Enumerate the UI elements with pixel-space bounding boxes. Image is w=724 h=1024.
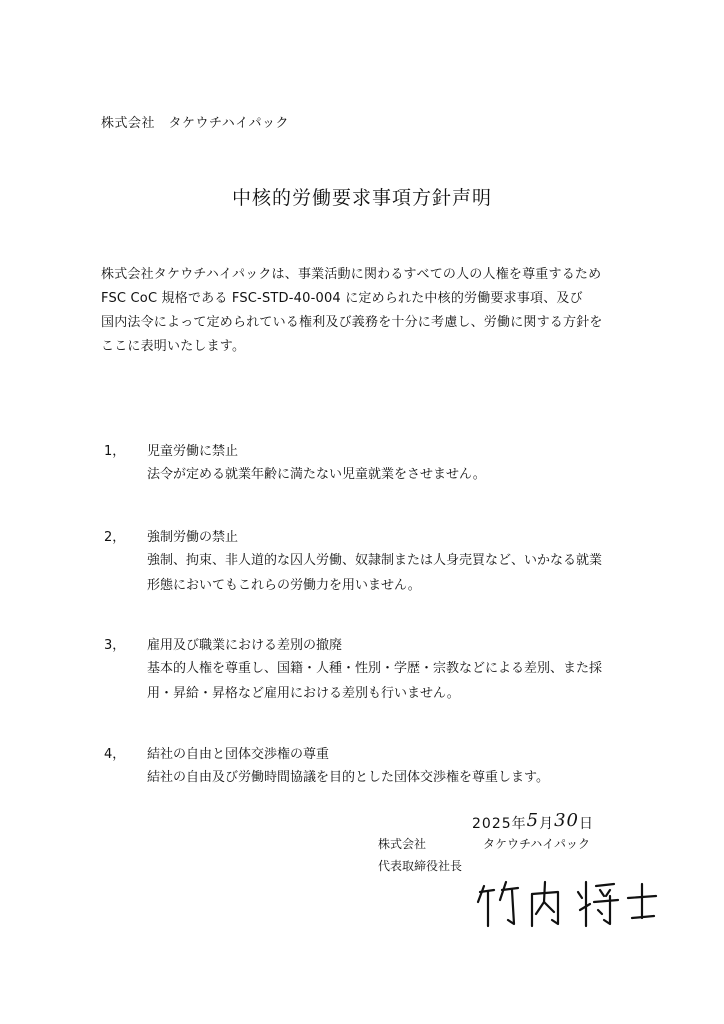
item-body xyxy=(147,462,627,487)
signature-strokes xyxy=(470,868,670,938)
date-day: 30 xyxy=(554,810,579,831)
intro-line: 株式会社タケウチハイパックは、事業活動に関わるすべての人の人権を尊重するため xyxy=(101,267,602,282)
signer-company-label: 株式会社 xyxy=(378,837,427,851)
item-heading: 児童労働に禁止 xyxy=(147,444,239,459)
item-heading: 強制労働の禁止 xyxy=(147,530,239,545)
document-title: 中核的労働要求事項方針声明 xyxy=(231,187,492,209)
date-month-unit: 月 xyxy=(539,816,555,832)
item-body-line: 結社の自由及び労働時間協議を目的とした団体交渉権を尊重します。 xyxy=(147,770,549,785)
signing-date xyxy=(472,812,594,833)
item-number: 3， xyxy=(104,638,126,653)
date-month: 5 xyxy=(526,810,540,831)
date-year: 2025年 xyxy=(472,816,527,832)
item-heading: 結社の自由と団体交渉権の尊重 xyxy=(147,747,330,762)
intro-line: 国内法令によって定められている権利及び義務を十分に考慮し、労働に関する方針を xyxy=(101,315,603,330)
signer-role: 代表取締役社長 xyxy=(378,859,463,873)
item-body xyxy=(147,765,627,790)
item-body-line: 強制、拘束、非人道的な囚人労働、奴隷制または人身売買など、いかなる就業 xyxy=(147,553,603,568)
signer-company-name: タケウチハイパック xyxy=(483,837,591,851)
date-day-unit: 日 xyxy=(579,816,594,832)
item-number: 1， xyxy=(104,444,126,459)
intro-line: FSC CoC 規格である FSC-STD-40-004 に定められた中核的労働要求事項、及び xyxy=(101,291,583,306)
intro-paragraph xyxy=(101,263,641,359)
item-body-line: 形態においてもこれらの労働力を用いません。 xyxy=(147,578,421,593)
item-body xyxy=(147,656,627,706)
intro-line: ここに表明いたします。 xyxy=(101,339,246,354)
item-number: 4， xyxy=(104,747,126,762)
item-body xyxy=(147,548,627,598)
item-heading: 雇用及び職業における差別の撤廃 xyxy=(147,638,343,653)
item-body-line: 基本的人権を尊重し、国籍・人種・性別・学歴・宗教などによる差別、また採 xyxy=(147,661,603,676)
handwritten-signature xyxy=(470,868,670,938)
item-body-line: 用・昇給・昇格など雇用における差別も行いません。 xyxy=(147,686,460,701)
item-body-line: 法令が定める就業年齢に満たない児童就業をさせません。 xyxy=(147,467,486,482)
item-number: 2， xyxy=(104,530,126,545)
header-company-name: 株式会社 タケウチハイパック xyxy=(101,116,289,131)
